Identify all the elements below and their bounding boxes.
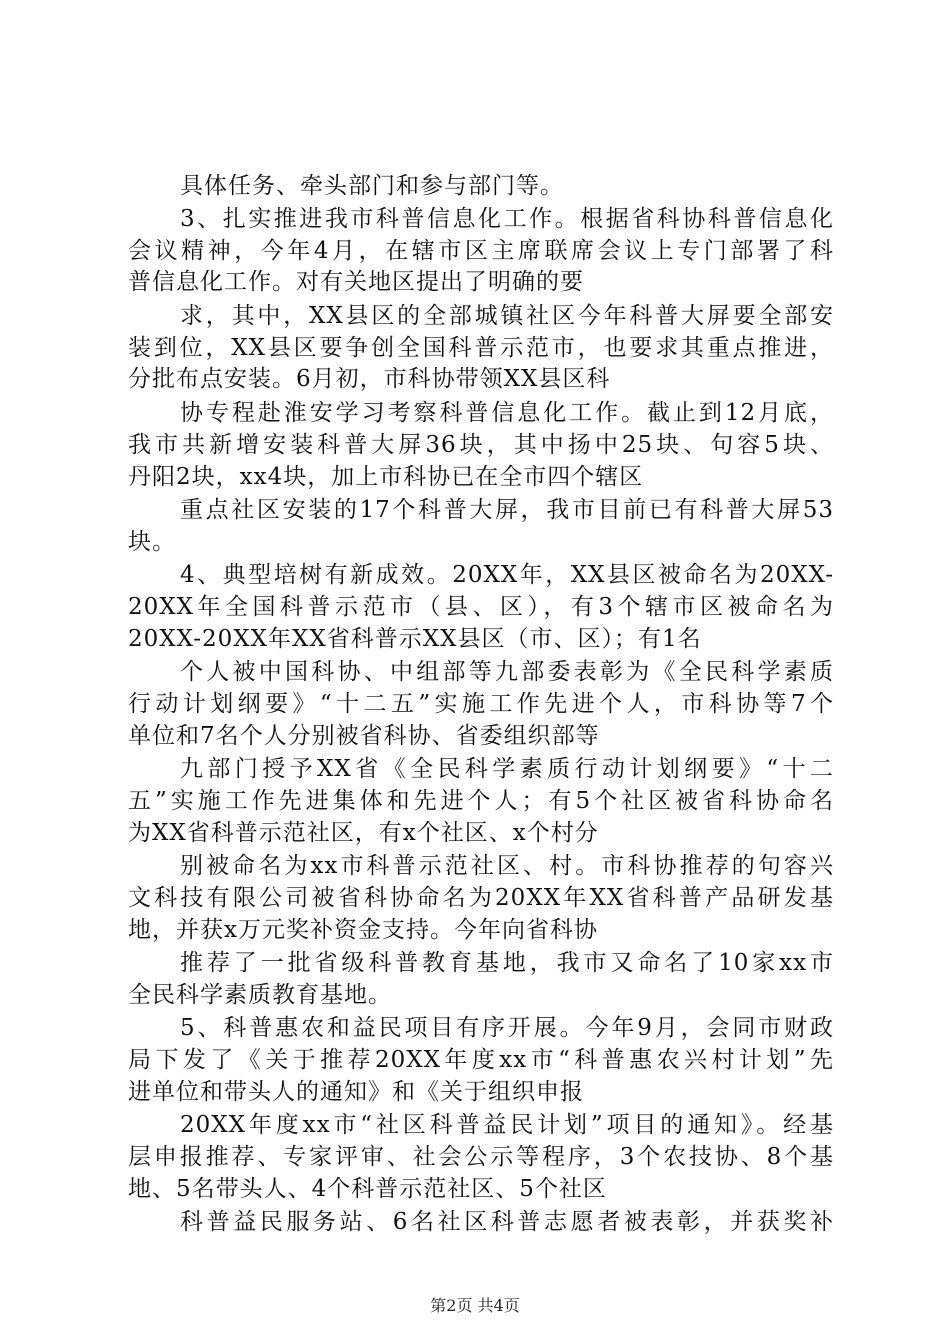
- body-text-line: 为XX省科普示范社区，有x个社区、x个村分: [128, 820, 599, 846]
- body-text-line: 分批布点安装。6月初，市科协带领XX县区科: [128, 366, 611, 392]
- body-text-line: 单位和7名个人分别被省科协、省委组织部等: [128, 723, 600, 749]
- body-text-line: 求，其中，XX县区的全部城镇社区今年科普大屏要全部安: [180, 303, 834, 329]
- body-text-line: 4、典型培树有新成效。20XX年，XX县区被命名为20XX-: [180, 562, 834, 588]
- page-footer: 第2页 共4页: [430, 1296, 520, 1315]
- body-text-line: 3、扎实推进我市科普信息化工作。根据省科协科普信息化: [180, 206, 834, 232]
- body-text-line: 块。: [128, 529, 176, 555]
- body-text-line: 20XX年全国科普示范市（县、区），有3个辖市区被命名为: [128, 594, 834, 620]
- body-text-line: 进单位和带头人的通知》和《关于组织申报: [128, 1079, 584, 1105]
- body-text-line: 全民科学素质教育基地。: [128, 982, 392, 1008]
- body-text-line: 重点社区安装的17个科普大屏，我市目前已有科普大屏53: [180, 497, 834, 523]
- body-text-line: 装到位，XX县区要争创全国科普示范市，也要求其重点推进，: [128, 335, 834, 361]
- body-text-line: 20XX年度xx市“社区科普益民计划”项目的通知》。经基: [180, 1112, 834, 1138]
- body-text-line: 地，并获x万元奖补资金支持。今年向省科协: [128, 917, 598, 943]
- body-text-line: 丹阳2块，xx4块，加上市科协已在全市四个辖区: [128, 464, 644, 490]
- body-text-line: 层申报推荐、专家评审、社会公示等程序，3个农技协、8个基: [128, 1144, 834, 1170]
- body-text-line: 行动计划纲要》“十二五”实施工作先进个人，市科协等7个: [128, 691, 834, 717]
- body-text-line: 推荐了一批省级科普教育基地，我市又命名了10家xx市: [180, 950, 834, 976]
- body-text-line: 局下发了《关于推荐20XX年度xx市“科普惠农兴村计划”先: [128, 1047, 834, 1073]
- body-text-line: 五”实施工作先进集体和先进个人；有5个社区被省科协命名: [128, 788, 834, 814]
- body-text-line: 个人被中国科协、中组部等九部委表彰为《全民科学素质: [180, 659, 834, 685]
- body-text-line: 九部门授予XX省《全民科学素质行动计划纲要》“十二: [180, 756, 834, 782]
- body-text-line: 科普益民服务站、6名社区科普志愿者被表彰，并获奖补: [180, 1209, 834, 1235]
- body-text-line: 文科技有限公司被省科协命名为20XX年XX省科普产品研发基: [128, 885, 834, 911]
- body-text-line: 具体任务、牵头部门和参与部门等。: [180, 173, 564, 199]
- body-text-line: 我市共新增安装科普大屏36块，其中扬中25块、句容5块、: [128, 432, 834, 458]
- body-text-line: 会议精神，今年4月，在辖市区主席联席会议上专门部署了科: [128, 238, 834, 264]
- body-text-line: 20XX-20XX年XX省科普示XX县区（市、区）；有1名: [128, 626, 702, 652]
- body-text-line: 5、科普惠农和益民项目有序开展。今年9月，会同市财政: [180, 1015, 834, 1041]
- body-text-line: 普信息化工作。对有关地区提出了明确的要: [128, 269, 584, 295]
- body-text-line: 协专程赴淮安学习考察科普信息化工作。截止到12月底，: [180, 400, 834, 426]
- body-text-line: 地、5名带头人、4个科普示范社区、5个社区: [128, 1176, 607, 1202]
- body-text-line: 别被命名为xx市科普示范社区、村。市科协推荐的句容兴: [180, 853, 834, 879]
